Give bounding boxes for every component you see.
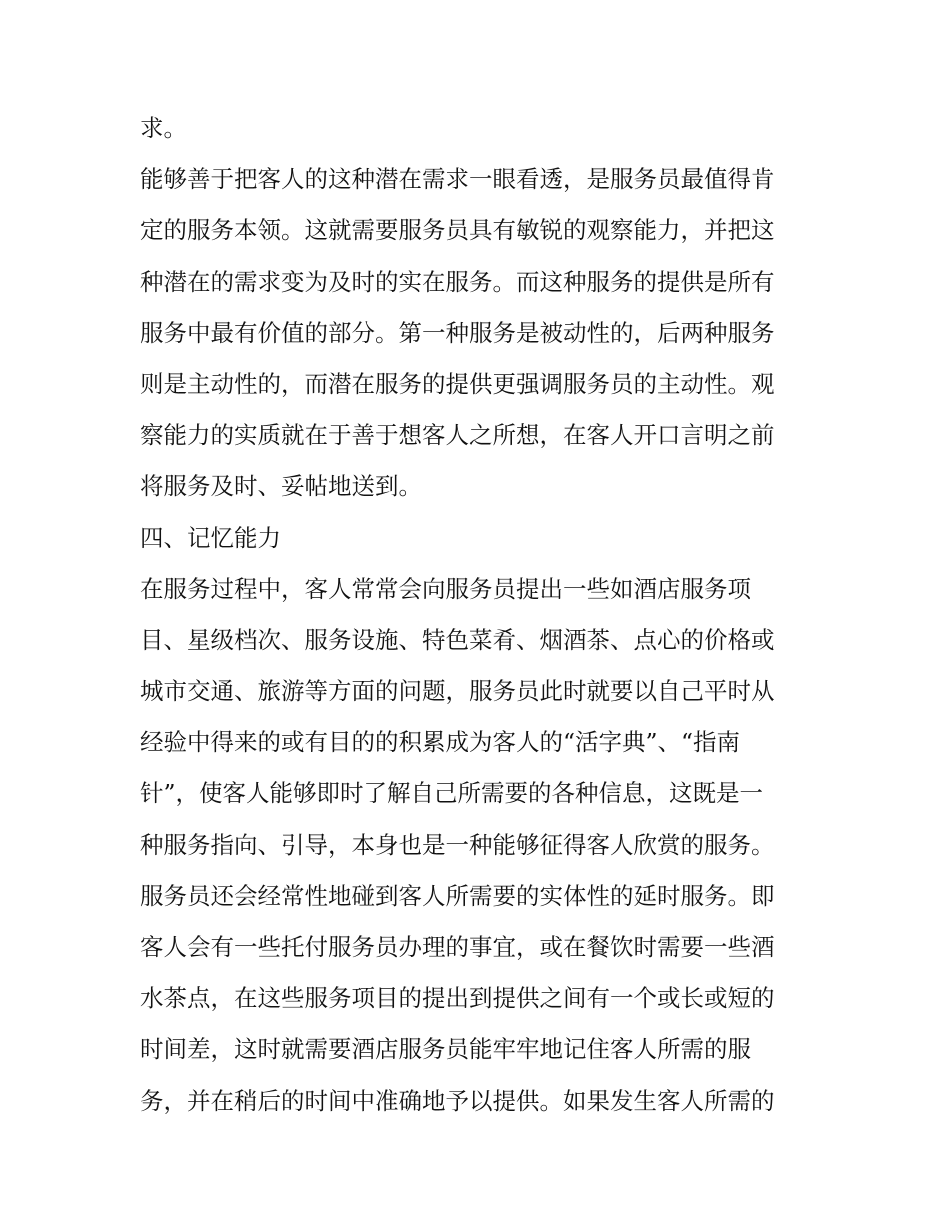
text-line: 则是主动性的，而潜在服务的提供更强调服务员的主动性。观: [140, 369, 775, 398]
text-line: 客人会有一些托付服务员办理的事宜，或在餐饮时需要一些酒: [140, 933, 775, 961]
text-line: 服务员还会经常性地碰到客人所需要的实体性的延时服务。即: [140, 881, 775, 910]
text-line: 种潜在的需求变为及时的实在服务。而这种服务的提供是所有: [140, 267, 775, 296]
section-heading: 四、记忆能力: [140, 523, 281, 552]
text-line: 目、星级档次、服务设施、特色菜肴、烟酒茶、点心的价格或: [140, 625, 775, 654]
text-line: 城市交通、旅游等方面的问题，服务员此时就要以自己平时从: [140, 677, 775, 706]
text-line: 种服务指向、引导，本身也是一种能够征得客人欣赏的服务。: [140, 830, 775, 859]
body-text: [140, 103, 820, 1127]
text-line: 求。: [140, 114, 187, 142]
text-line: 将服务及时、妥帖地送到。: [140, 472, 422, 501]
text-line: 务，并在稍后的时间中准确地予以提供。如果发生客人所需的: [140, 1086, 775, 1115]
text-line: 经验中得来的或有目的的积累成为客人的“活字典”、“指南: [140, 728, 741, 757]
text-line: 水茶点，在这些服务项目的提出到提供之间有一个或长或短的: [140, 984, 775, 1013]
text-line: 察能力的实质就在于善于想客人之所想，在客人开口言明之前: [140, 421, 775, 450]
text-line: 定的服务本领。这就需要服务员具有敏锐的观察能力，并把这: [140, 216, 775, 245]
text-line: 针”，使客人能够即时了解自己所需要的各种信息，这既是一: [140, 779, 764, 808]
text-line: 时间差，这时就需要酒店服务员能牢牢地记住客人所需的服: [140, 1035, 751, 1064]
text-line: 服务中最有价值的部分。第一种服务是被动性的，后两种服务: [140, 318, 775, 347]
text-line: 在服务过程中，客人常常会向服务员提出一些如酒店服务项: [140, 574, 751, 603]
text-line: 能够善于把客人的这种潜在需求一眼看透，是服务员最值得肯: [140, 165, 775, 194]
